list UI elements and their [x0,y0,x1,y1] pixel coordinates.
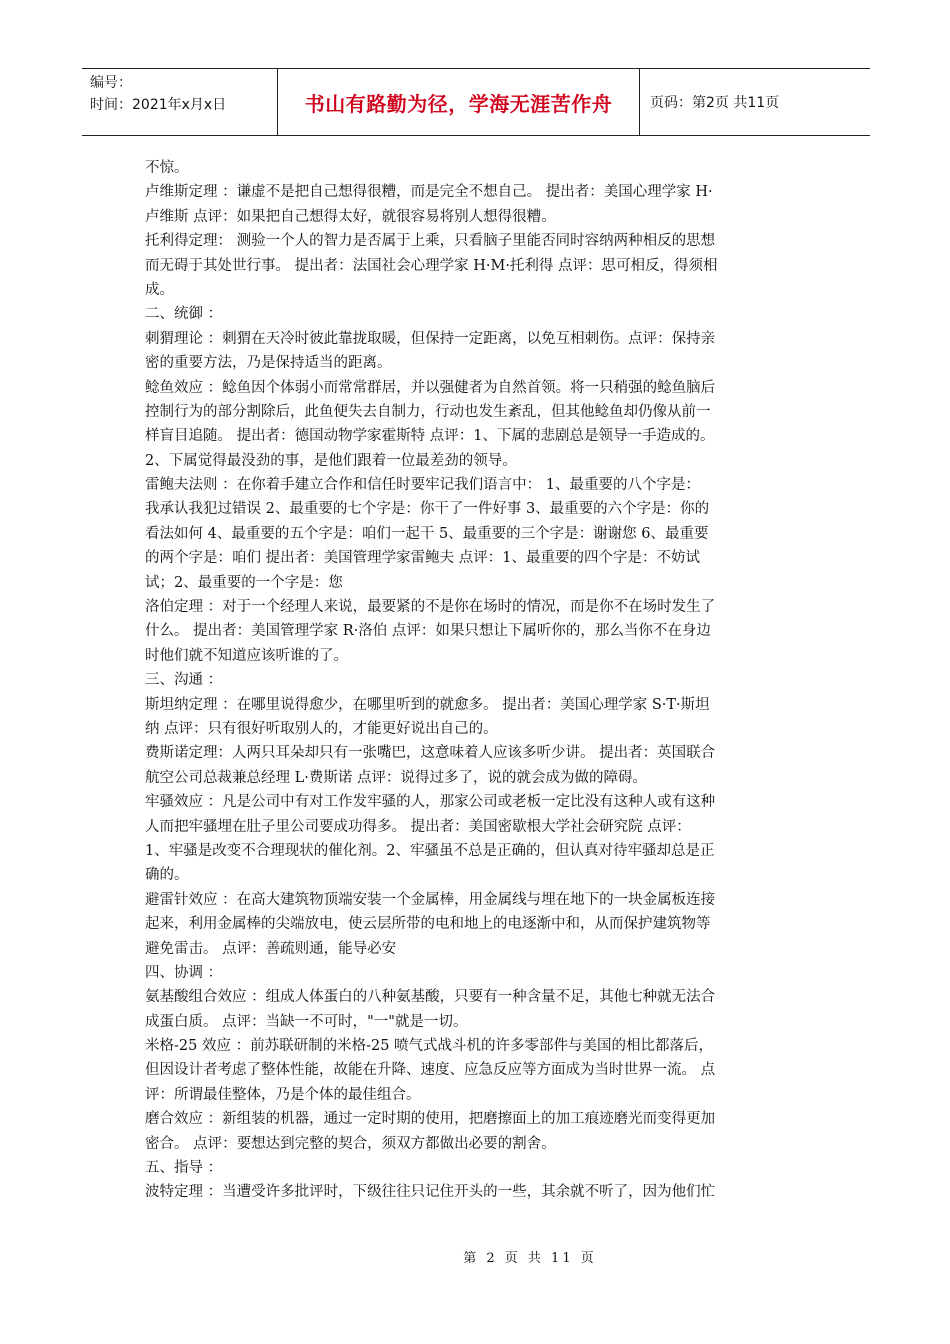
text-line: 看法如何 4、最重要的五个字是：咱们一起干 5、最重要的三个字是：谢谢您 6、最重要 [145,525,709,542]
text-line: 评：所谓最佳整体，乃是个体的最佳组合。 [145,1086,421,1103]
text-line: 避雷针效应 ：在高大建筑物顶端安装一个金属棒，用金属线与埋在地下的一块金属板连接 [145,891,716,908]
text-line: 1、牢骚是改变不合理现状的催化剂。2、牢骚虽不总是正确的，但认真对待牢骚却总是正 [145,842,715,859]
text-line: 确的。 [145,867,189,884]
text-line: 航空公司总裁兼总经理 L·费斯诺 点评：说得过多了，说的就会成为做的障碍。 [145,769,647,786]
text-line: 人而把牢骚埋在肚子里公司要成功得多。 提出者：美国密歇根大学社会研究院 点评： [145,818,691,835]
text-line: 卢维斯定理 ：谦虚不是把自己想得很糟，而是完全不想自己。 提出者：美国心理学家 H· [145,184,713,201]
text-line: 时他们就不知道应该听谁的了。 [145,647,348,664]
text-line: 洛伯定理 ：对于一个经理人来说，最要紧的不是你在场时的情况，而是你不在场时发生了 [145,599,716,616]
text-line: 磨合效应 ：新组装的机器，通过一定时期的使用，把磨擦面上的加工痕迹磨光而变得更加 [145,1111,716,1128]
text-line: 避免雷击。 点评：善疏则通，能导必安 [145,940,397,957]
text-line: 费斯诺定理：人两只耳朵却只有一张嘴巴，这意味着人应该多听少讲。 提出者：英国联合 [145,745,716,762]
text-line: 纳 点评：只有很好听取别人的，才能更好说出自己的。 [145,720,498,737]
text-line: 密合。 点评：要想达到完整的契合，须双方都做出必要的割舍。 [145,1135,556,1152]
text-line: 起来，利用金属棒的尖端放电，使云层所带的电和地上的电逐渐中和，从而保护建筑物等 [145,916,711,933]
text-line: 控制行为的部分割除后，此鱼便失去自制力，行动也发生紊乱，但其他鲶鱼却仍像从前一 [145,403,711,420]
text-line: 波特定理 ：当遭受许多批评时，下级往往只记住开头的一些，其余就不听了，因为他们忙 [145,1184,716,1201]
text-line: 刺猬理论 ：刺猬在天冷时彼此靠拢取暖，但保持一定距离，以免互相刺伤。点评：保持亲 [145,330,716,347]
text-line: 密的重要方法，乃是保持适当的距离。 [145,355,392,372]
text-line: 牢骚效应 ：凡是公司中有对工作发牢骚的人，那家公司或老板一定比没有这种人或有这种 [145,794,716,811]
text-line: 样盲目追随。 提出者：德国动物学家霍斯特 点评：1、下属的悲剧总是领导一手造成的。 [145,428,715,445]
text-line: 2、下属觉得最没劲的事，是他们跟着一位最差劲的领导。 [145,452,517,469]
page-footer [0,1247,950,1266]
text-line: 试；2、最重要的一个字是：您 [145,574,343,591]
text-line: 卢维斯 点评：如果把自己想得太好，就很容易将别人想得很糟。 [145,208,556,225]
text-line: 斯坦纳定理 ：在哪里说得愈少，在哪里听到的就愈多。 提出者：美国心理学家 S·T·斯坦 [145,696,710,713]
text-line: 鲶鱼效应 ：鲶鱼因个体弱小而常常群居，并以强健者为自然首领。将一只稍强的鲶鱼脑后 [145,379,716,396]
text-line: 二、统御 ： [145,306,223,323]
document-body [145,156,815,1205]
text-line: 什么。 提出者：美国管理学家 R·洛伯 点评：如果只想让下属听你的，那么当你不在身边 [145,623,711,640]
text-line: 托利得定理： 测验一个人的智力是否属于上乘，只看脑子里能否同时容纳两种相反的思想 [145,233,716,250]
footer-page-number: 第 2 页 共 11 页 [463,1251,597,1266]
text-line: 雷鲍夫法则 ：在你着手建立合作和信任时要牢记我们语言中： 1、最重要的八个字是： [145,477,700,494]
header-motto: 书山有路勤为径，学海无涯苦作舟 [278,69,640,135]
text-line: 的两个字是：咱们 提出者：美国管理学家雷鲍夫 点评：1、最重要的四个字是：不妨试 [145,550,700,567]
document-time-label: 时间：2021年x月x日 [90,97,227,113]
page-header [82,68,870,136]
text-line: 但因设计者考虑了整体性能，故能在升降、速度、应急反应等方面成为当时世界一流。 点 [145,1062,716,1079]
header-page-label: 页码：第2页 共11页 [650,95,780,111]
text-line: 不惊。 [145,160,189,176]
text-line: 五、指导 ： [145,1160,223,1177]
text-line: 成蛋白质。 点评：当缺一不可时，"一"就是一切。 [145,1013,468,1030]
text-line: 成。 [145,281,174,298]
text-line: 四、协调 ： [145,964,223,981]
header-meta [82,69,278,135]
text-line: 我承认我犯过错误 2、最重要的七个字是：你干了一件好事 3、最重要的六个字是：你的 [145,501,710,518]
text-line: 而无碍于其处世行事。 提出者：法国社会心理学家 H·M·托利得 点评：思可相反，得须相 [145,257,718,274]
document-number-label: 编号： [90,75,132,91]
text-line: 米格-25 效应 ：前苏联研制的米格-25 喷气式战斗机的许多零部件与美国的相比都落后， [145,1038,714,1055]
text-line: 三、沟通 ： [145,672,223,689]
text-line: 氨基酸组合效应 ：组成人体蛋白的八种氨基酸，只要有一种含量不足，其他七种就无法合 [145,989,716,1006]
